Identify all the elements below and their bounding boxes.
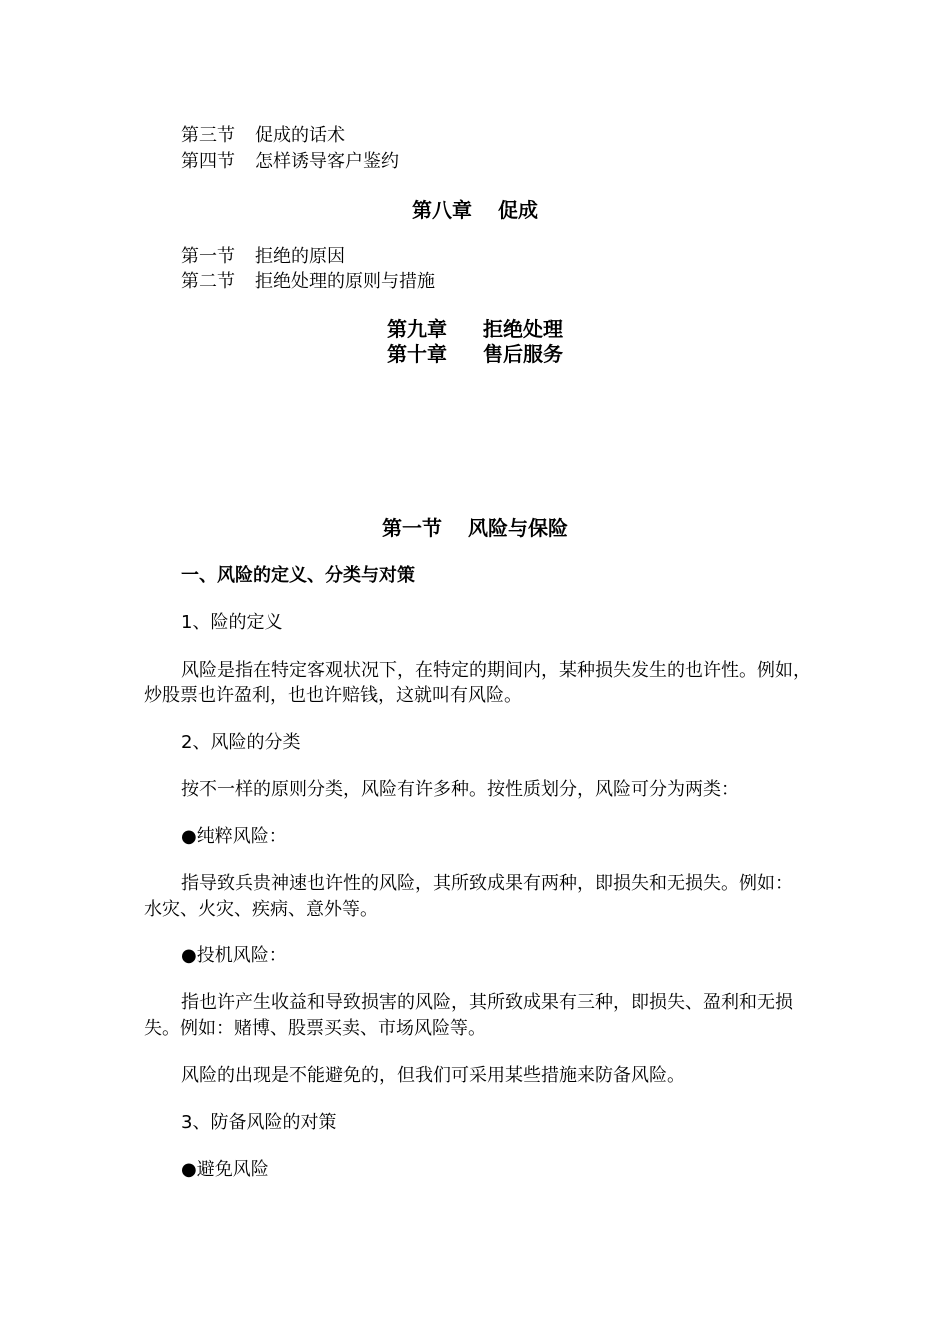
section-heading bbox=[0, 516, 950, 540]
bullet-item: ●纯粹风险： bbox=[181, 826, 287, 847]
paragraph-line: 炒股票也许盈利，也也许赔钱，这就叫有风险。 bbox=[144, 685, 522, 706]
paragraph: 风险的出现是不能避免的，但我们可采用某些措施来防备风险。 bbox=[181, 1065, 685, 1086]
paragraph-line: 失。例如：赌博、股票买卖、市场风险等。 bbox=[144, 1018, 486, 1039]
bullet-item: ●避免风险 bbox=[181, 1159, 269, 1180]
toc-section-number: 第四节 bbox=[181, 151, 235, 172]
toc-chapter-heading bbox=[0, 317, 950, 341]
toc-section-title: 拒绝处理的原则与措施 bbox=[255, 271, 435, 292]
chapter-number: 第十章 bbox=[387, 342, 447, 366]
toc-section-number: 第一节 bbox=[181, 246, 235, 267]
paragraph-line: 风险是指在特定客观状况下，在特定的期间内，某种损失发生的也许性。例如， bbox=[181, 660, 811, 681]
section-title: 风险与保险 bbox=[468, 516, 568, 540]
chapter-number: 第八章 bbox=[412, 198, 472, 222]
toc-chapter-heading bbox=[0, 342, 950, 366]
toc-section-title: 怎样诱导客户鉴约 bbox=[255, 151, 399, 172]
numbered-item: 1、险的定义 bbox=[181, 612, 283, 633]
toc-entry bbox=[181, 150, 399, 174]
toc-chapter-heading bbox=[0, 198, 950, 222]
paragraph: 按不一样的原则分类，风险有许多种。按性质划分，风险可分为两类： bbox=[181, 779, 739, 800]
toc-section-number: 第三节 bbox=[181, 125, 235, 146]
paragraph-line: 水灾、火灾、疾病、意外等。 bbox=[144, 899, 378, 920]
toc-entry bbox=[181, 124, 345, 148]
paragraph-line: 指导致兵贵神速也许性的风险，其所致成果有两种，即损失和无损失。例如： bbox=[181, 873, 793, 894]
numbered-item: 3、防备风险的对策 bbox=[181, 1112, 337, 1133]
toc-section-title: 促成的话术 bbox=[255, 125, 345, 146]
toc-section-title: 拒绝的原因 bbox=[255, 246, 345, 267]
chapter-title: 拒绝处理 bbox=[483, 317, 563, 341]
toc-section-number: 第二节 bbox=[181, 271, 235, 292]
toc-entry bbox=[181, 270, 435, 294]
chapter-number: 第九章 bbox=[387, 317, 447, 341]
subheading: 一、风险的定义、分类与对策 bbox=[181, 565, 415, 586]
bullet-item: ●投机风险： bbox=[181, 945, 287, 966]
toc-entry bbox=[181, 245, 345, 269]
chapter-title: 售后服务 bbox=[483, 342, 563, 366]
chapter-title: 促成 bbox=[498, 198, 538, 222]
numbered-item: 2、风险的分类 bbox=[181, 732, 301, 753]
section-number: 第一节 bbox=[382, 516, 442, 540]
paragraph-line: 指也许产生收益和导致损害的风险，其所致成果有三种，即损失、盈利和无损 bbox=[181, 992, 793, 1013]
